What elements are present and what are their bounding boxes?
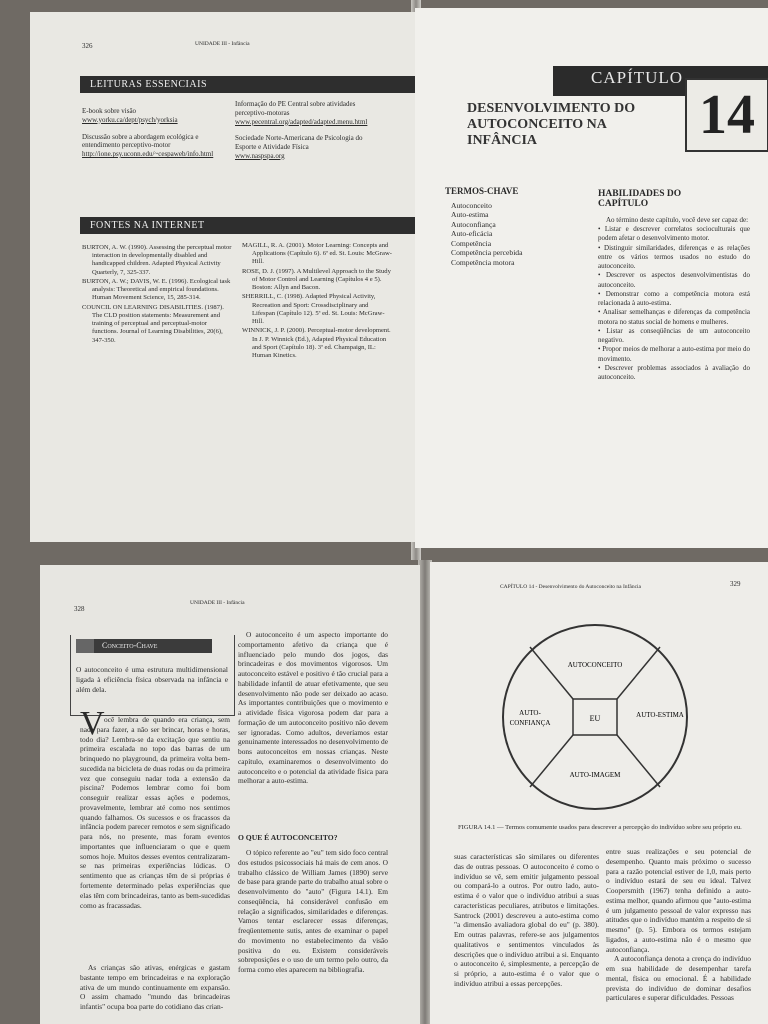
running-head: UNIDADE III - Infância (195, 41, 250, 47)
diagram-left-label-2: CONFIANÇA (509, 719, 551, 727)
self-diagram (470, 617, 720, 817)
reference-item: WINNICK, J. P. (2000). Perceptual-motor development. In J. P. Winnick (Ed.), Adapted Physical Education and Sport (Capítulo 18). 3ª ed. Champaign, IL: Human Kinetics. (242, 327, 391, 360)
col2-paragraph-2: A autoconfiança denota a crença do indivíduo em sua habilidade de desempenhar tarefa mental, física ou emocional. É a habilidade prevista do indivíduo de dominar desafios particulares e superar dificuldades. Pessoas (606, 954, 751, 1003)
conceito-chave-title: Conceito-Chave (76, 639, 212, 653)
divider-line (617, 735, 660, 787)
skill-item: • Listar as conseqüências de um autoconceito negativo. (598, 326, 750, 345)
key-term: Competência percebida (451, 248, 523, 258)
divider-line (530, 735, 573, 787)
divider-line (617, 647, 660, 699)
essenciais-right-list (235, 100, 385, 161)
page-328 (40, 565, 420, 1024)
habilidades-list (598, 216, 750, 382)
skill-item: • Distinguir similaridades, diferenças e as relações entre os vários termos usados no estudo do autoconceito. (598, 243, 750, 271)
divider-line (530, 647, 573, 699)
running-head: UNIDADE III - Infância (190, 600, 245, 606)
diagram-left-label-1: AUTO- (519, 709, 541, 717)
page-number: 328 (74, 605, 85, 613)
chapter-number: 14 (685, 78, 768, 152)
skill-item: • Propor meios de melhorar a auto-estima por meio do movimento. (598, 345, 750, 363)
title-line: DESENVOLVIMENTO DO (467, 101, 636, 116)
col1-paragraph-1: ocê lembra de quando era criança, sem nada para fazer, a não ser brincar, horas e horas, todo dia? Lembra-se da excitação que sentiu na primeira escalada no topo das barras de um brinquedo no playground, da primeira volta bem-sucedida na bicicleta de duas rodas ou da primeira vez que conseguiu nadar toda a extensão da piscina? Podemos lembrar como foi bom conseguir realizar essas ações e podemos, provavelmente, lembrar até como nos sentimos quando falhamos. Os sucessos e os fracassos da infância podem parecer remotos e sem significado para nós, no presente, mas foram eventos importantes que influenciaram o que e quem somos hoje. Muitos desses eventos centralizaram-se nas primeiras experiências lúdicas. O sentimento que as crianças têm de si próprias é fortemente determinado pelas experiências que elas têm com brincadeiras, tanto as bem-sucedidas como as fracassadas. (80, 715, 230, 910)
essential-reading-item[interactable]: www.pecentral.org/adapted/adapted.menu.html (235, 117, 368, 126)
key-term: Autoconfiança (451, 219, 496, 229)
habilidades-heading-line: HABILIDADES DO (598, 189, 682, 199)
drop-cap: V (80, 705, 105, 742)
essential-reading-item: Sociedade Norte-Americana de Psicologia do Esporte e Atividade Física (235, 134, 363, 151)
reference-item: BURTON, A. W. (1990). Assessing the perceptual motor interaction in developmentally disabled and handicapped children. Adapted Physical Activity Quarterly, 7, 325-337. (82, 244, 232, 276)
refs-right (242, 242, 392, 361)
col2-paragraph-1: O autoconceito é um aspecto importante do comportamento afetivo da criança que é influenciado pelo mundo dos jogos, das brincadeiras e dos movimentos vigorosos. Um autoconceito estável e positivo é tão crucial para a habilidade infantil de atuar efetivamente, que seu desenvolvimento não pode ser deixado ao acaso. As importantes contribuições que o movimento e a atividade física vigorosa podem dar para a formação de um autoconceito positivo não devem ser ignoradas. Como adultos, deveríamos estar genuinamente interessados no desenvolvimento de bons autoconceitos em nossas crianças. Neste capítulo, examinaremos o desenvolvimento do autoconceito e o potencial da atividade física para melhorar a auto-estima. (238, 630, 388, 786)
col1-text: suas características são similares ou diferentes das de outras pessoas. O autoconceito é como o indivíduo se vê, sem emitir julgamento pessoal ou compará-lo a outros. Por outro lado, auto-estima é o valor que o indivíduo atribui a suas características peculiares, atributos e limitações. Santrock (2001) descreveu a auto-estima como "a dimensão avaliadora global do eu" (p. 380). Em outras palavras, refere-se aos julgamentos qualitativos e sentimentos vinculados às descrições que o indivíduo atribui a si. Enquanto o autoconceito é, simplesmente, a percepção de si próprio, a auto-estima é o valor que o indivíduo atribui a essas percepções. (454, 852, 599, 988)
termos-chave-heading: TERMOS-CHAVE (445, 186, 519, 196)
skill-item: • Listar e descrever correlatos socioculturais que podem afetar o desenvolvimento motor. (598, 225, 750, 243)
key-icon (76, 639, 94, 653)
title-line: AUTOCONCEITO NA (467, 117, 607, 133)
subhead: O QUE É AUTOCONCEITO? (238, 833, 338, 842)
termos-list (451, 201, 591, 267)
skill-item: • Demonstrar como a competência motora está relacionada à auto-estima. (598, 289, 750, 308)
page-329 (430, 562, 768, 1024)
page-number: 329 (730, 580, 741, 588)
key-term: Competência motora (451, 257, 515, 267)
reference-item: SHERRILL, C. (1998). Adapted Physical Activity, Recreation and Sport: Crossdisciplinary and Lifespan (Capítulo 12). 5ª ed. St. Louis: McGraw-Hill. (242, 293, 385, 326)
page-number: 326 (82, 42, 93, 50)
reference-item: ROSE, D. J. (1997). A Multilevel Approach to the Study of Motor Control and Learning (Capítulos 4 e 5). Boston: Allyn and Bacon. (242, 267, 391, 292)
skill-item: • Descrever os aspectos desenvolvimentistas do autoconceito. (598, 271, 750, 289)
key-term: Autoconceito (451, 201, 492, 210)
col2-text (606, 847, 751, 1003)
refs-left (82, 244, 232, 346)
diagram-bottom-label: AUTO-IMAGEM (569, 771, 621, 779)
chapter-title (467, 101, 677, 149)
running-head: CAPÍTULO 14 - Desenvolvimento do Autoconceito na Infância (500, 584, 641, 590)
skill-item: • Analisar semelhanças e diferenças da competência motora no status social de homens e mulheres. (598, 308, 750, 326)
title-line: INFÂNCIA (467, 133, 537, 149)
page-327 (415, 8, 768, 548)
key-term: Auto-estima (451, 210, 489, 220)
essential-reading-item: Informação do PE Central sobre atividades perceptivo-motoras (235, 100, 356, 117)
conceito-chave-text: O autoconceito é uma estrutura multidimensional ligada à eficiência física observada na infância e além dela. (76, 665, 228, 694)
figure-caption: FIGURA 14.1 — Termos comumente usados para descrever a percepção do indivíduo sobre seu próprio eu. (458, 824, 742, 831)
section-title-fontes: FONTES NA INTERNET (80, 217, 420, 234)
essential-reading-item: E-book sobre visão (82, 107, 137, 115)
diagram-top-label: AUTOCONCEITO (567, 661, 623, 669)
reference-item: COUNCIL ON LEARNING DISABILITIES. (1987). The CLD position statements: Measurement and training of perceptual and perceptual-motor functions. Journal of Learning Disabilities, 20(6), 347-350. (82, 303, 224, 344)
key-term: Auto-eficácia (451, 229, 493, 239)
essential-reading-item: Discussão sobre a abordagem ecológica e entendimento perceptivo-motor (82, 132, 199, 150)
reference-item: BURTON, A. W.; DAVIS, W. E. (1996). Ecological task analysis: Theoretical and empirical foundations. Human Movement Science, 15, 285-314. (82, 277, 231, 302)
page-326 (30, 12, 420, 542)
skill-item: • Descrever problemas associados à avaliação do autoconceito. (598, 363, 750, 381)
section-title-leituras: LEITURAS ESSENCIAIS (80, 76, 420, 93)
habilidades-heading (598, 189, 681, 210)
col2-paragraph-1: entre suas realizações e seu potencial de desempenho. Quanto mais próximo o sucesso para a razão potencial estiver de 1,0, mais perto o indivíduo estará de seu eu ideal. Talvez Coopersmith (1967) tenha definido a auto-estima melhor, quando afirmou que "auto-estima é um julgamento pessoal de valor expresso nas atitudes que o indivíduo mantém a respeito de si mesmo" (p. 5). Embora os termos estejam ligados, a auto-estima não é o mesmo que autoconfiança. (606, 847, 751, 954)
habilidades-heading-line: CAPÍTULO (598, 199, 649, 210)
col1-paragraph-2: As crianças são ativas, enérgicas e gastam bastante tempo em brincadeiras e na exploração ativa de um mundo continuamente em expansão. O assim chamado "mundo das brincadeiras infantis" ocupa boa parte do cotidiano das crian- (80, 963, 230, 1012)
habilidades-intro: Ao término deste capítulo, você deve ser capaz de: (606, 216, 749, 224)
essential-reading-item[interactable]: http://ione.psy.uconn.edu/~cespaweb/info.html (82, 150, 214, 158)
essential-reading-item[interactable]: www.naspspa.org (235, 151, 285, 160)
key-term: Competência (451, 238, 492, 248)
diagram-right-label: AUTO-ESTIMA (636, 711, 684, 719)
essential-reading-item[interactable]: www.yorku.ca/dept/psych/yorksia (82, 115, 178, 124)
essenciais-left-list (82, 107, 232, 159)
chapter-label: CAPÍTULO (591, 68, 684, 87)
col2-paragraph-2: O tópico referente ao "eu" tem sido foco central dos estudos psicossociais há mais de cem anos. O trabalho clássico de William James (1890) serve de base para grande parte do trabalho atual sobre o desenvolvimento do "auto" (Figura 14.1). Em conseqüência, há considerável confusão em relação a significados, similaridades e diferenças. Vamos tentar esclarecer essas diferenças, freqüentemente sutis, antes de examinar o papel do movimento no estabelecimento da visão positiva do eu. Existem consideráveis sobreposições e o uso de um termo pelo outro, da forma como eles aparecem na bibliografia. (238, 848, 389, 975)
reference-item: MAGILL, R. A. (2001). Motor Learning: Concepts and Applications (Capítulo 6). 6ª ed. St. Louis: McGraw-Hill. (242, 242, 392, 266)
diagram-center-label: EU (589, 714, 601, 723)
